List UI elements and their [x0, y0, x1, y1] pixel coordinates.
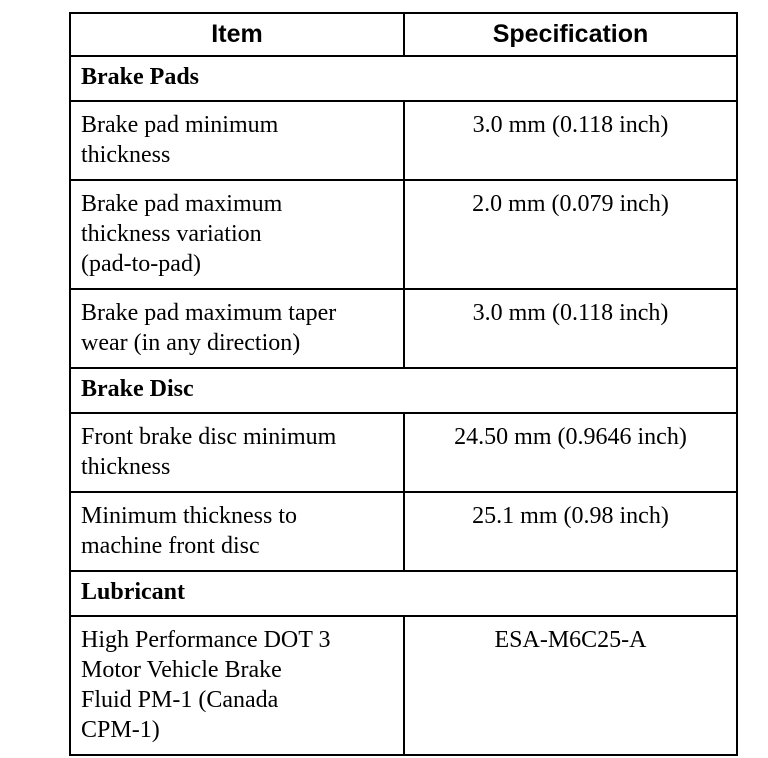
item-line: Minimum thickness to	[81, 503, 297, 529]
spec-value: 24.50 mm (0.9646 inch)	[454, 424, 687, 450]
section-title: Brake Disc	[70, 368, 737, 413]
section-title: Lubricant	[70, 571, 737, 616]
table-row	[70, 413, 737, 492]
value-cell	[404, 180, 737, 289]
section-row-brake-pads	[70, 56, 737, 101]
table-row	[70, 289, 737, 368]
table-row	[70, 101, 737, 180]
item-line: CPM-1)	[81, 717, 160, 743]
item-cell	[70, 180, 404, 289]
item-line: High Performance DOT 3	[81, 627, 331, 653]
item-line: Fluid PM-1 (Canada	[81, 687, 279, 713]
value-cell	[404, 492, 737, 571]
item-line: wear (in any direction)	[81, 330, 301, 356]
section-row-brake-disc	[70, 368, 737, 413]
item-line: Brake pad minimum	[81, 112, 279, 138]
value-cell	[404, 289, 737, 368]
item-line: machine front disc	[81, 533, 260, 559]
value-cell	[404, 413, 737, 492]
item-cell	[70, 101, 404, 180]
item-cell	[70, 616, 404, 755]
value-cell	[404, 101, 737, 180]
item-line: Front brake disc minimum	[81, 424, 337, 450]
item-line: Brake pad maximum taper	[81, 300, 337, 326]
spec-value: 2.0 mm (0.079 inch)	[472, 191, 669, 217]
item-line: (pad-to-pad)	[81, 251, 201, 277]
item-line: Brake pad maximum	[81, 191, 283, 217]
item-cell	[70, 492, 404, 571]
item-line: thickness	[81, 454, 171, 480]
item-cell	[70, 413, 404, 492]
table-row	[70, 492, 737, 571]
spec-value: 3.0 mm (0.118 inch)	[472, 300, 669, 326]
item-cell	[70, 289, 404, 368]
header-specification: Specification	[404, 13, 737, 56]
header-item: Item	[70, 13, 404, 56]
item-line: Motor Vehicle Brake	[81, 657, 282, 683]
spec-value: 3.0 mm (0.118 inch)	[472, 112, 669, 138]
spec-value: ESA-M6C25-A	[494, 627, 647, 653]
table-row	[70, 180, 737, 289]
header-row	[70, 13, 737, 56]
spec-value: 25.1 mm (0.98 inch)	[472, 503, 669, 529]
table-row	[70, 616, 737, 755]
specification-table	[69, 12, 738, 756]
section-row-lubricant	[70, 571, 737, 616]
item-line: thickness	[81, 142, 171, 168]
value-cell	[404, 616, 737, 755]
section-title: Brake Pads	[70, 56, 737, 101]
item-line: thickness variation	[81, 221, 262, 247]
